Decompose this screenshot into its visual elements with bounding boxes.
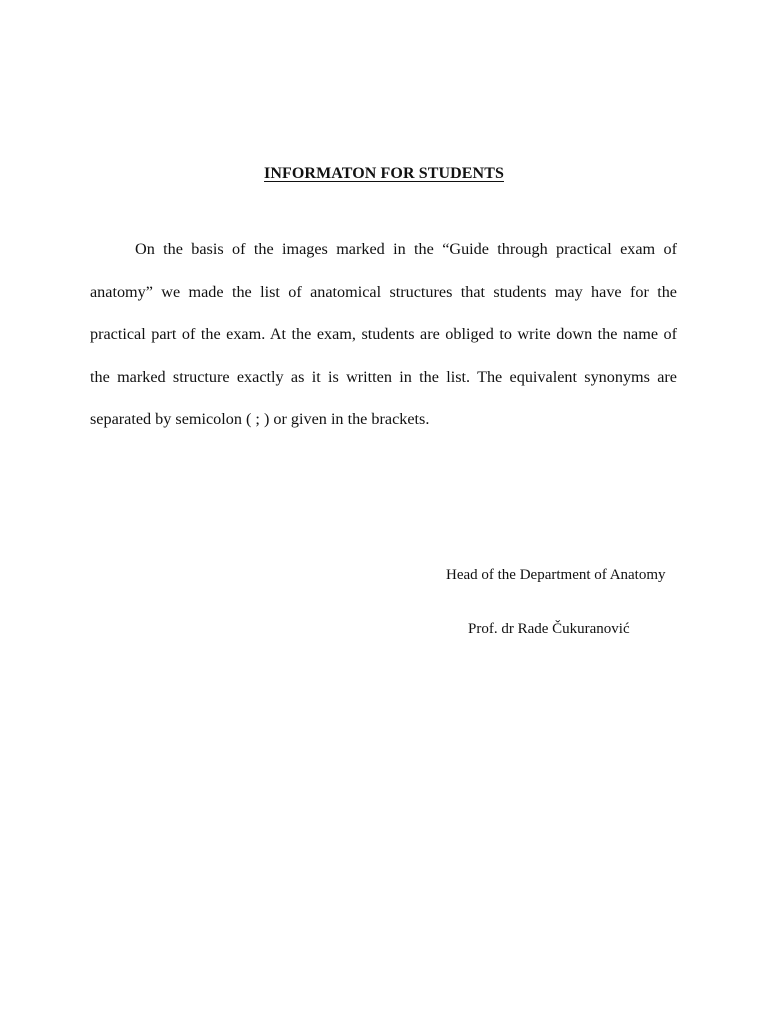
signature-name: Prof. dr Rade Čukuranović: [468, 621, 630, 637]
document-title: INFORMATON FOR STUDENTS: [264, 165, 504, 182]
information-paragraph: On the basis of the images marked in the “Guide through practical exam of anatomy” we made the list of anatomical structures that students may have for the practical part of the exam. At the exam, students are obliged to write down the name of the marked structure exactly as it is written in the list. The equivalent synonyms are separated by semicolon ( ; ) or given in the brackets.: [90, 240, 677, 428]
signature-role: Head of the Department of Anatomy: [446, 567, 666, 583]
